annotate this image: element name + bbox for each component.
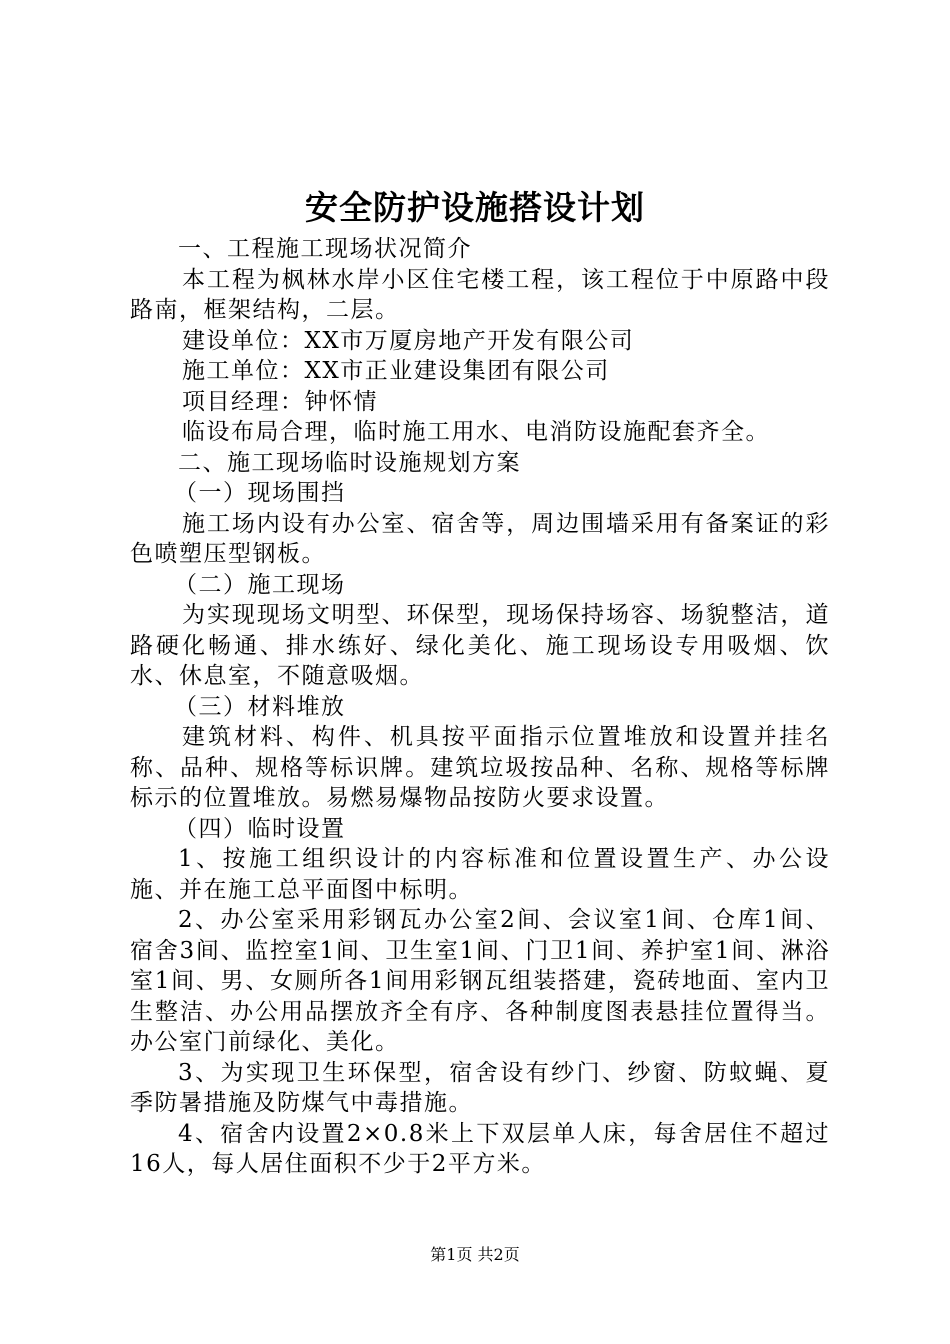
subsection-heading: （三）材料堆放 bbox=[174, 693, 346, 720]
subsection-heading: （二）施工现场 bbox=[174, 571, 346, 598]
section-heading: 二、施工现场临时设施规划方案 bbox=[178, 449, 521, 476]
body-paragraph: 临设布局合理，临时施工用水、电消防设施配套齐全。 bbox=[182, 419, 770, 445]
subsection-heading: （四）临时设置 bbox=[174, 815, 346, 842]
section-heading: 一、工程施工现场状况简介 bbox=[178, 236, 472, 262]
numbered-item: 3、为实现卫生环保型，宿舍设有纱门、纱窗、防蚊蝇、夏季防暑措施及防煤气中毒措施。 bbox=[130, 1059, 830, 1116]
page-footer: 第1页 共2页 bbox=[430, 1245, 520, 1264]
body-paragraph: 项目经理：钟怀情 bbox=[182, 388, 378, 415]
document-body bbox=[130, 234, 830, 1180]
document-title: 安全防护设施搭设计划 bbox=[305, 188, 645, 227]
body-paragraph: 建设单位：XX市万厦房地产开发有限公司 bbox=[182, 327, 635, 354]
body-paragraph: 施工场内设有办公室、宿舍等，周边围墙采用有备案证的彩色喷塑压型钢板。 bbox=[130, 510, 830, 567]
numbered-item: 1、按施工组织设计的内容标准和位置设置生产、办公设施、并在施工总平面图中标明。 bbox=[130, 846, 830, 903]
body-paragraph: 本工程为枫林水岸小区住宅楼工程，该工程位于中原路中段路南，框架结构，二层。 bbox=[130, 266, 830, 323]
body-paragraph: 施工单位：XX市正业建设集团有限公司 bbox=[182, 358, 610, 384]
body-paragraph: 建筑材料、构件、机具按平面指示位置堆放和设置并挂名称、品种、规格等标识牌。建筑垃圾按品种、名称、规格等标牌标示的位置堆放。易燃易爆物品按防火要求设置。 bbox=[130, 724, 830, 811]
numbered-item: 2、办公室采用彩钢瓦办公室2间、会议室1间、仓库1间、宿舍3间、监控室1间、卫生室1间、门卫1间、养护室1间、淋浴室1间、男、女厕所各1间用彩钢瓦组装搭建，瓷砖地面、室内卫生整洁、办公用品摆放齐全有序、各种制度图表悬挂位置得当。办公室门前绿化、美化。 bbox=[130, 907, 830, 1055]
subsection-heading: （一）现场围挡 bbox=[174, 480, 346, 506]
body-paragraph: 为实现现场文明型、环保型，现场保持场容、场貌整洁，道路硬化畅通、排水练好、绿化美化、施工现场设专用吸烟、饮水、休息室，不随意吸烟。 bbox=[130, 602, 830, 689]
numbered-item: 4、宿舍内设置2×0.8米上下双层单人床，每舍居住不超过16人，每人居住面积不少于2平方米。 bbox=[130, 1120, 830, 1177]
